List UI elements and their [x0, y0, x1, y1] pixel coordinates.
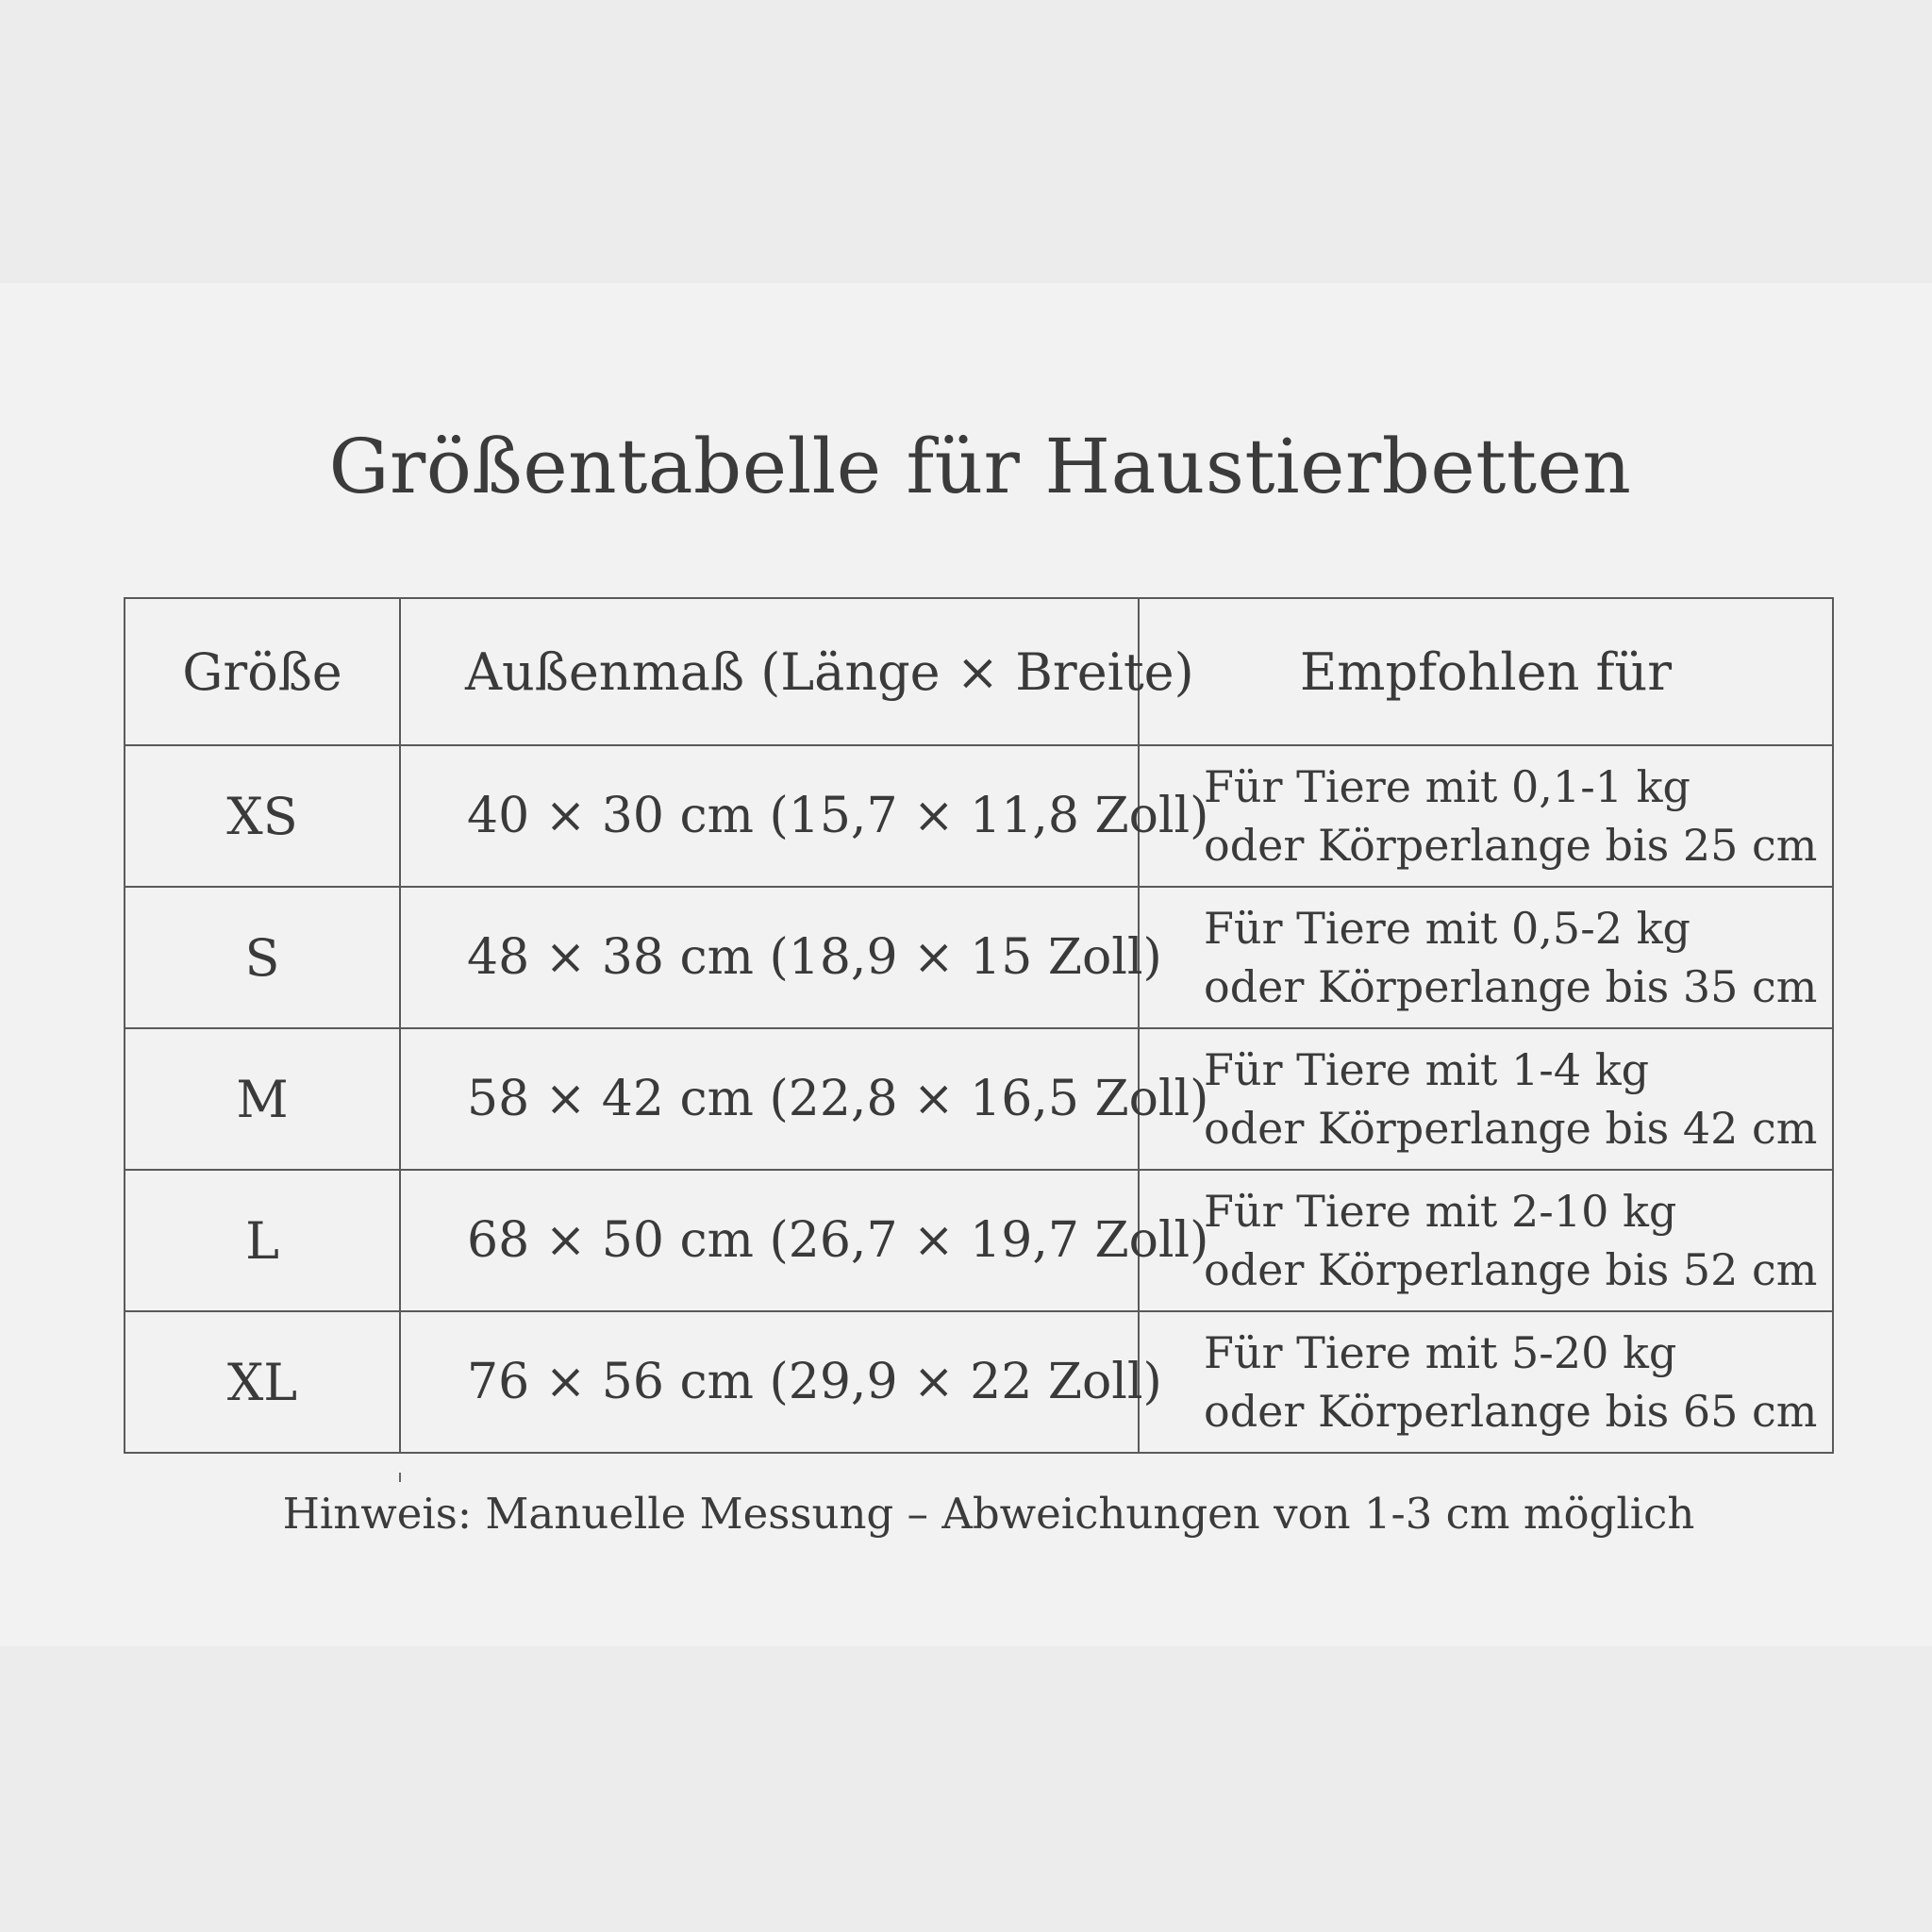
divider-tick	[399, 1473, 401, 1482]
recommended-length: oder Körperlange bis 35 cm	[1204, 961, 1818, 1012]
table-row	[125, 1311, 1833, 1453]
recommended-cell	[1139, 1028, 1833, 1170]
recommended-length: oder Körperlange bis 65 cm	[1204, 1386, 1818, 1437]
measurement-note: Hinweis: Manuelle Messung – Abweichungen von 1-3 cm möglich	[282, 1489, 1695, 1539]
size-cell: M	[125, 1028, 400, 1170]
size-table	[124, 597, 1834, 1454]
header-recommended: Empfohlen für	[1139, 598, 1833, 745]
table-row	[125, 745, 1833, 887]
recommended-weight: Für Tiere mit 5-20 kg	[1204, 1327, 1677, 1378]
header-dimensions: Außenmaß (Länge × Breite)	[400, 598, 1139, 745]
size-cell: XL	[125, 1311, 400, 1453]
recommended-weight: Für Tiere mit 0,5-2 kg	[1204, 903, 1690, 954]
recommended-weight: Für Tiere mit 0,1-1 kg	[1204, 761, 1690, 812]
recommended-cell	[1139, 1311, 1833, 1453]
recommended-cell	[1139, 1170, 1833, 1311]
recommended-weight: Für Tiere mit 2-10 kg	[1204, 1186, 1677, 1237]
dimensions-cell: 58 × 42 cm (22,8 × 16,5 Zoll)	[400, 1028, 1139, 1170]
dimensions-cell: 40 × 30 cm (15,7 × 11,8 Zoll)	[400, 745, 1139, 887]
table-row	[125, 1028, 1833, 1170]
size-cell: XS	[125, 745, 400, 887]
recommended-length: oder Körperlange bis 25 cm	[1204, 820, 1818, 871]
header-size: Größe	[125, 598, 400, 745]
table-row	[125, 1170, 1833, 1311]
page-title: Größentabelle für Haustierbetten	[328, 423, 1632, 510]
dimensions-cell: 68 × 50 cm (26,7 × 19,7 Zoll)	[400, 1170, 1139, 1311]
table-row	[125, 887, 1833, 1028]
dimensions-cell: 48 × 38 cm (18,9 × 15 Zoll)	[400, 887, 1139, 1028]
recommended-length: oder Körperlange bis 52 cm	[1204, 1244, 1818, 1295]
recommended-length: oder Körperlange bis 42 cm	[1204, 1103, 1818, 1154]
dimensions-cell: 76 × 56 cm (29,9 × 22 Zoll)	[400, 1311, 1139, 1453]
table-header-row	[125, 598, 1833, 745]
recommended-cell	[1139, 887, 1833, 1028]
recommended-cell	[1139, 745, 1833, 887]
size-cell: S	[125, 887, 400, 1028]
size-cell: L	[125, 1170, 400, 1311]
recommended-weight: Für Tiere mit 1-4 kg	[1204, 1044, 1650, 1095]
